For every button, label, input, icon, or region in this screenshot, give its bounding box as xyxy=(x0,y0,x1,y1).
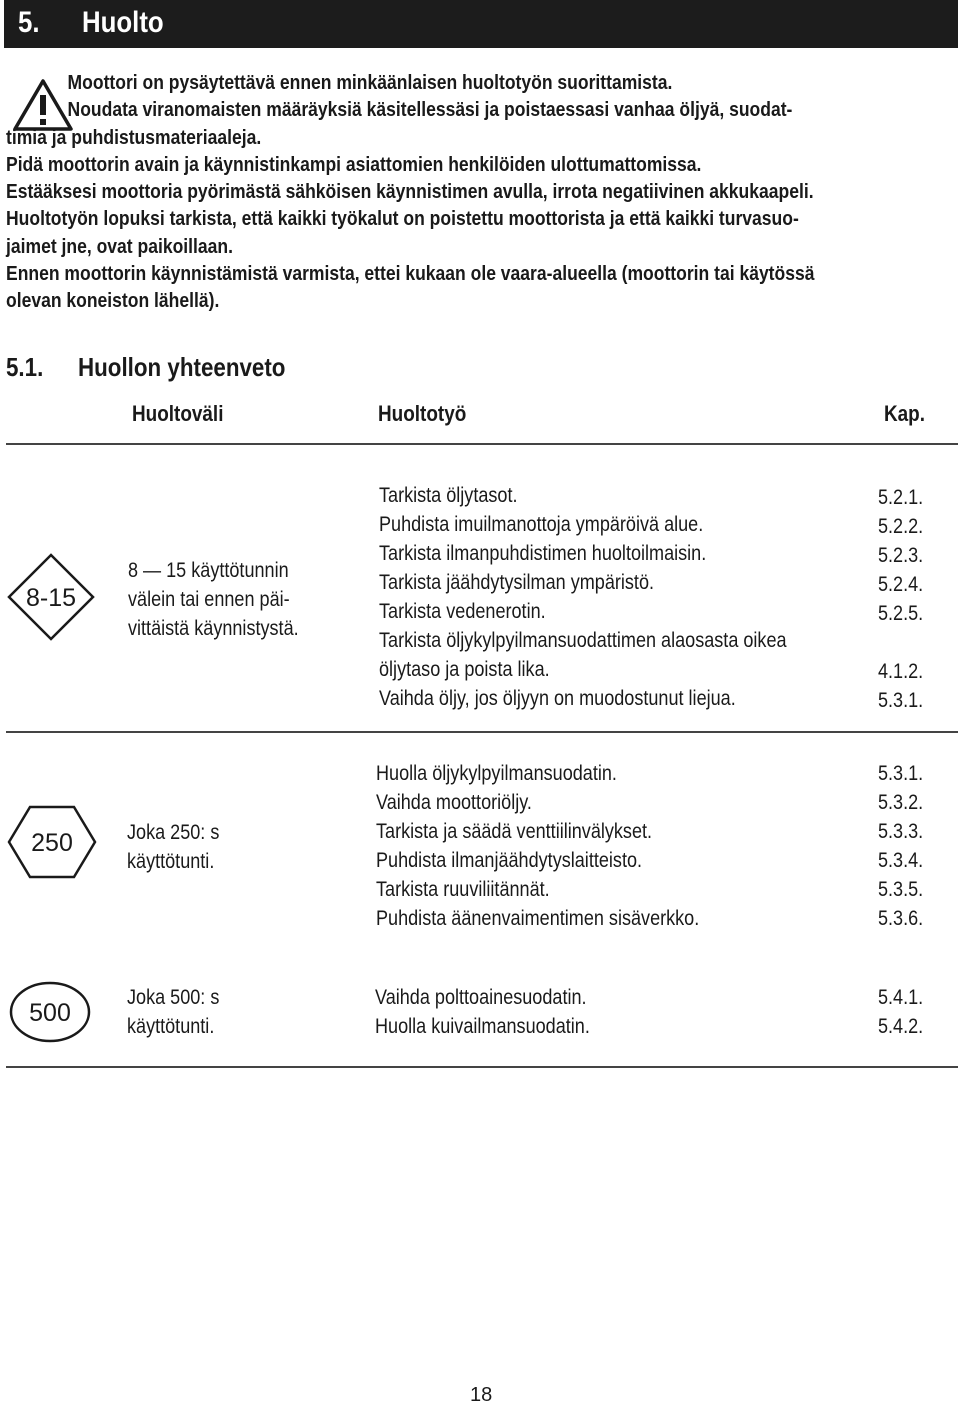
task-item: Tarkista vedenerotin. xyxy=(379,600,546,623)
task-item: Tarkista ilmanpuhdistimen huoltoilmaisin. xyxy=(379,542,707,565)
divider xyxy=(6,443,958,445)
task-item: Vaihda polttoainesuodatin. xyxy=(375,986,587,1009)
chapter-ref: 5.4.1. xyxy=(878,986,924,1009)
interval-hexagon-icon xyxy=(6,804,98,880)
chapter-ref: 5.3.4. xyxy=(878,849,924,872)
page-number: 18 xyxy=(470,1384,493,1406)
warning-line: Huoltotyön lopuksi tarkista, että kaikki työkalut on poistettu moottorista ja että kaikki turvasuo- xyxy=(6,207,799,231)
task-item: Puhdista äänenvaimentimen sisäverkko. xyxy=(376,907,700,930)
interval-symbol-label: 8-15 xyxy=(25,584,77,612)
task-item: Puhdista imuilmanottoja ympäröivä alue. xyxy=(379,513,704,536)
chapter-ref: 5.3.1. xyxy=(878,689,924,712)
task-item: Vaihda öljy, jos öljyyn on muodostunut liejua. xyxy=(379,687,736,710)
interval-diamond-icon xyxy=(6,552,96,642)
interval-line: 8 — 15 käyttötunnin xyxy=(128,559,289,582)
warning-line: jaimet jne, ovat paikoillaan. xyxy=(6,234,233,258)
interval-line: käyttötunti. xyxy=(127,850,215,873)
interval-text xyxy=(128,556,299,643)
task-item: Huolla öljykylpyilmansuodatin. xyxy=(376,762,617,785)
warning-line: timia ja puhdistusmateriaaleja. xyxy=(6,125,262,149)
subsection-number: 5.1. xyxy=(6,352,44,382)
column-header-ref: Kap. xyxy=(884,401,926,426)
chapter-ref: 5.3.5. xyxy=(878,878,924,901)
chapter-ref: 5.3.2. xyxy=(878,791,924,814)
warning-line: olevan koneiston lähellä). xyxy=(6,289,220,313)
chapter-ref: 5.4.2. xyxy=(878,1015,924,1038)
warning-line: Moottori on pysäytettävä ennen minkäänlaisen huoltotyön suorittamista. xyxy=(67,71,673,94)
warning-line: Ennen moottorin käynnistämistä varmista, ettei kukaan ole vaara-alueella (moottorin tai käytössä xyxy=(6,262,815,286)
section-title: Huolto xyxy=(82,6,164,39)
interval-line: vittäistä käynnistystä. xyxy=(128,617,299,640)
task-item: Tarkista öljykylpyilmansuodattimen alaosasta oikea xyxy=(379,629,787,652)
task-item: Tarkista öljytasot. xyxy=(379,484,518,507)
task-item: Vaihda moottoriöljy. xyxy=(376,791,532,814)
task-item: Tarkista ja säädä venttiilinvälykset. xyxy=(376,820,653,843)
chapter-ref: 5.3.6. xyxy=(878,907,924,930)
chapter-ref: 5.2.3. xyxy=(878,544,924,567)
interval-line: Joka 500: s xyxy=(127,986,220,1009)
section-number: 5. xyxy=(18,6,40,39)
interval-line: Joka 250: s xyxy=(127,821,220,844)
chapter-ref: 5.2.1. xyxy=(878,486,924,509)
safety-warnings xyxy=(6,69,960,315)
chapter-ref: 5.3.1. xyxy=(878,762,924,785)
interval-symbol-label: 500 xyxy=(29,999,71,1027)
divider xyxy=(6,1066,958,1068)
interval-circle-icon xyxy=(8,980,92,1044)
task-item: Tarkista jäähdytysilman ympäristö. xyxy=(379,571,655,594)
divider xyxy=(6,731,958,733)
warning-line: Pidä moottorin avain ja käynnistinkampi asiattomien henkilöiden ulottumattomissa. xyxy=(6,152,702,176)
column-header-interval: Huoltoväli xyxy=(132,401,224,426)
interval-text xyxy=(127,983,219,1041)
column-header-task: Huoltotyö xyxy=(378,401,467,426)
chapter-ref: 5.2.4. xyxy=(878,573,924,596)
subsection-title: Huollon yhteenveto xyxy=(78,352,286,382)
warning-line: Noudata viranomaisten määräyksiä käsitellessäsi ja poistaessasi vanhaa öljyä, suodat- xyxy=(67,98,793,122)
chapter-ref: 5.2.2. xyxy=(878,515,924,538)
task-item: Puhdista ilmanjäähdytyslaitteisto. xyxy=(376,849,643,872)
task-item: öljytaso ja poista lika. xyxy=(379,658,550,681)
interval-line: välein tai ennen päi- xyxy=(128,588,290,611)
warning-line: Estääksesi moottoria pyörimästä sähköisen käynnistimen avulla, irrota negatiivinen akkukaapeli. xyxy=(6,180,814,204)
task-item: Huolla kuivailmansuodatin. xyxy=(375,1015,590,1038)
section-header-bar xyxy=(4,0,958,48)
task-item: Tarkista ruuviliitännät. xyxy=(376,878,550,901)
interval-text xyxy=(127,818,219,876)
interval-symbol-label: 250 xyxy=(31,829,73,857)
interval-line: käyttötunti. xyxy=(127,1015,215,1038)
chapter-ref: 4.1.2. xyxy=(878,660,924,683)
chapter-ref: 5.2.5. xyxy=(878,602,924,625)
chapter-ref: 5.3.3. xyxy=(878,820,924,843)
